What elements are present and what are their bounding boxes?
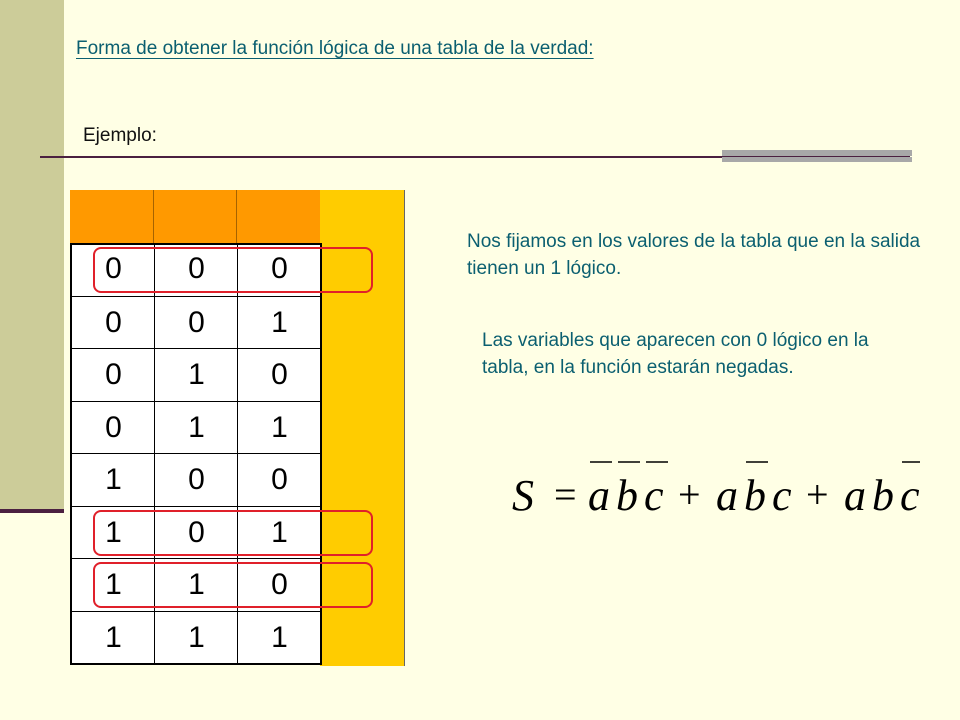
formula-variable: c	[900, 471, 920, 520]
table-cell: 0	[271, 463, 288, 496]
formula-variable: b	[744, 471, 766, 520]
divider-accent-top	[722, 150, 912, 156]
row-highlight-ring	[93, 562, 373, 608]
header-cell-s	[320, 190, 403, 243]
table-cell: 0	[188, 305, 205, 339]
formula-variable: a	[588, 471, 610, 520]
table-cell: 1	[105, 515, 122, 549]
table-cell: 1	[271, 410, 288, 444]
logic-function-formula	[500, 440, 920, 530]
table-cell: 1	[188, 568, 205, 601]
formula-lhs: S	[512, 471, 534, 520]
formula-equals: =	[554, 472, 577, 517]
table-row	[72, 453, 320, 506]
header-cell-c	[236, 190, 319, 243]
formula-plus: +	[806, 472, 829, 517]
header-divider	[153, 190, 154, 243]
note-first: Nos fijamos en los valores de la tabla que en la salida tienen un 1 lógico.	[467, 231, 921, 279]
table-top-border	[70, 243, 320, 245]
row-highlight-ring	[93, 510, 373, 556]
slide-subtitle: Ejemplo:	[83, 125, 157, 146]
table-cell: 1	[105, 620, 122, 654]
table-cell: 1	[271, 305, 288, 339]
table-cell: 0	[271, 358, 288, 391]
formula-plus: +	[678, 472, 701, 517]
table-cell: 1	[271, 515, 288, 549]
table-cell: 0	[105, 410, 122, 444]
formula-variable: c	[644, 471, 664, 520]
divider-accent-bottom	[722, 157, 912, 162]
header-divider	[236, 190, 237, 243]
note-second: Las variables que aparecen con 0 lógico en la tabla, en la función estarán negadas.	[482, 330, 869, 378]
table-cell: 0	[105, 358, 122, 391]
table-row	[72, 401, 320, 454]
table-cell: 0	[188, 252, 205, 285]
header-cell-a	[70, 190, 153, 243]
formula-variable: c	[772, 471, 792, 520]
formula-variable: a	[844, 471, 866, 520]
table-cell: 0	[105, 252, 122, 285]
formula-variable: b	[616, 471, 638, 520]
sidebar-rule	[0, 509, 64, 513]
table-cell: 0	[271, 252, 288, 285]
sidebar-strip	[0, 0, 64, 510]
table-cell: 1	[188, 358, 205, 391]
header-cell-b	[153, 190, 236, 243]
table-cell: 0	[188, 515, 205, 549]
table-cell: 0	[105, 305, 122, 339]
table-row	[72, 296, 320, 349]
table-cell: 1	[105, 568, 122, 601]
table-cell: 1	[271, 620, 288, 654]
formula-variable: b	[872, 471, 894, 520]
table-cell: 1	[188, 410, 205, 444]
slide-title: Forma de obtener la función lógica de una tabla de la verdad:	[76, 38, 594, 59]
table-row	[72, 348, 320, 401]
table-cell: 0	[271, 568, 288, 601]
table-cell: 1	[188, 620, 205, 654]
table-cell: 0	[188, 463, 205, 496]
table-row	[72, 611, 320, 664]
row-highlight-ring	[93, 247, 373, 293]
table-cell: 1	[105, 463, 122, 496]
formula-variable: a	[716, 471, 738, 520]
